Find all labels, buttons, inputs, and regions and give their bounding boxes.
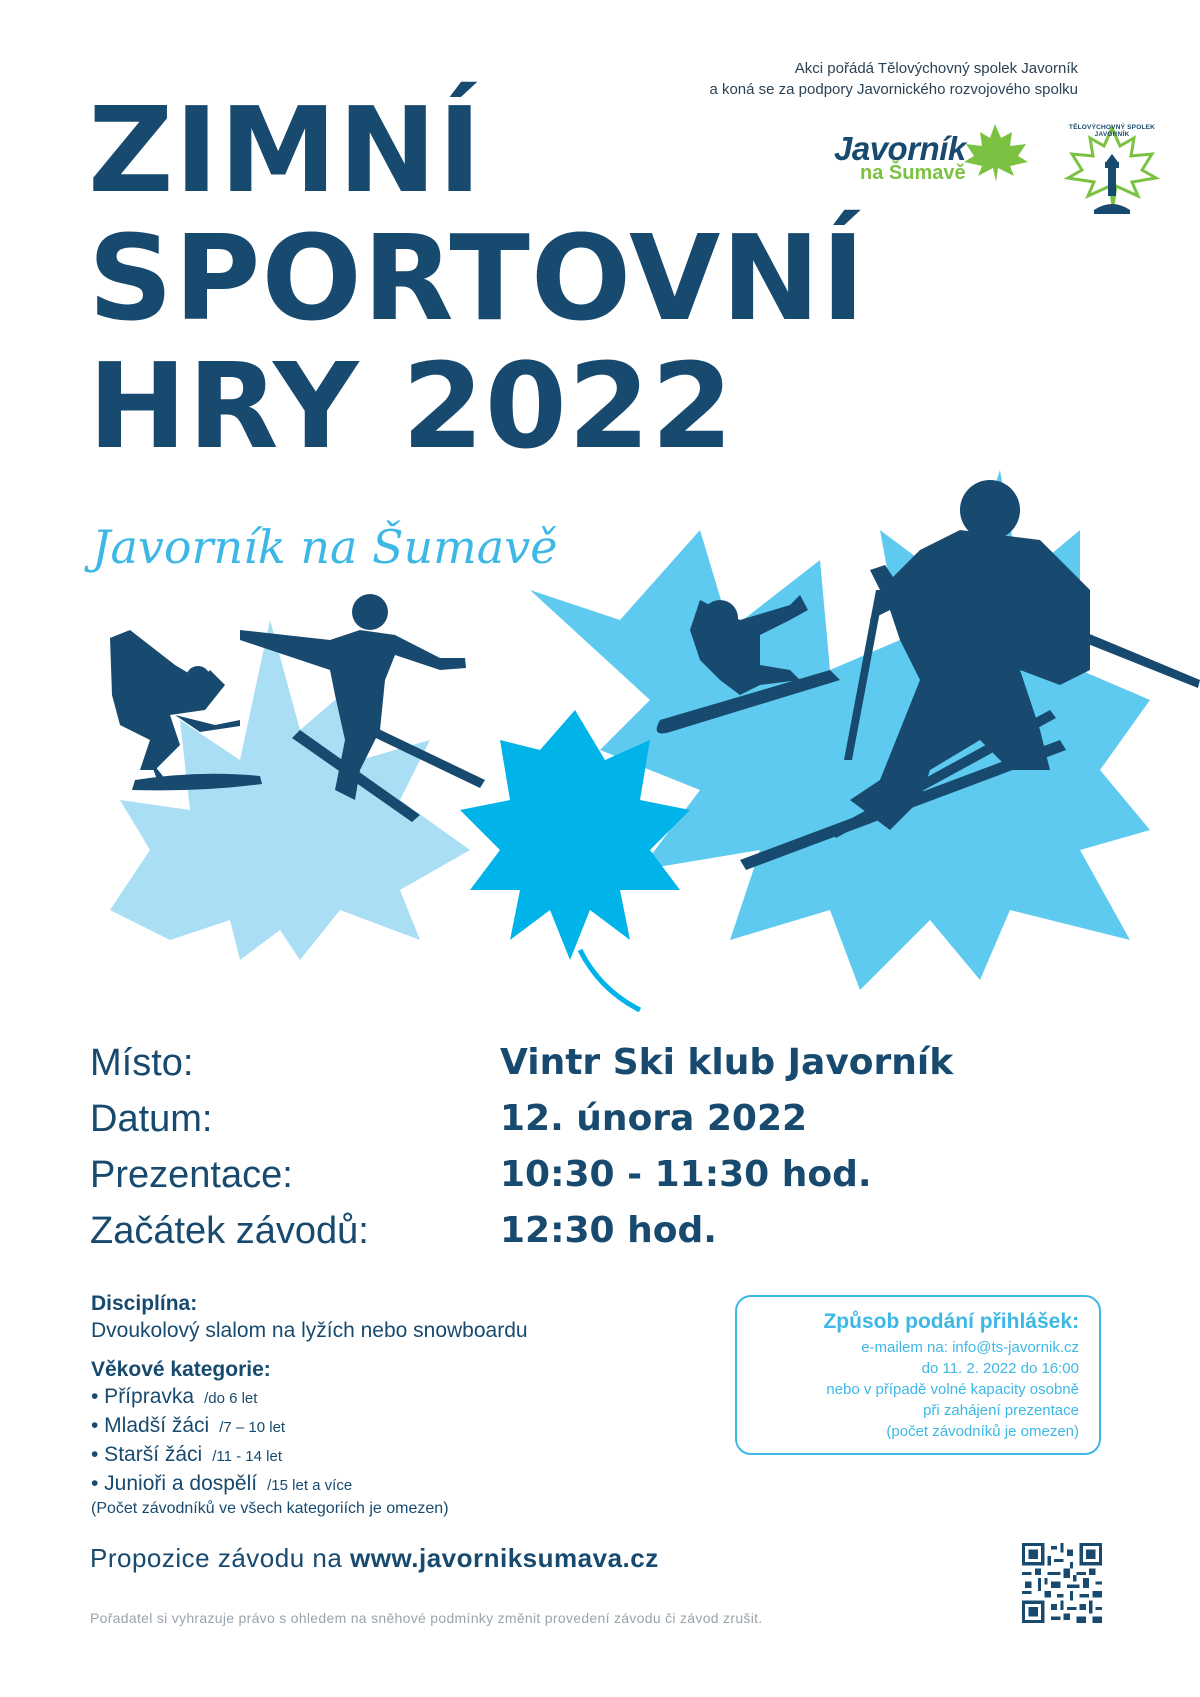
registration-line: do 11. 2. 2022 do 16:00	[921, 1360, 1079, 1377]
info-row-place	[90, 1035, 953, 1091]
race-details	[91, 1290, 528, 1519]
javornik-logo-sub: na Šumavě	[860, 162, 966, 184]
registration-box	[735, 1295, 1101, 1455]
registration-line: při zahájení prezentace	[923, 1402, 1079, 1419]
title-line-3: HRY 2022	[88, 337, 735, 475]
registration-line: nebo v případě volné kapacity osobně	[826, 1381, 1079, 1398]
info-value: Vintr Ski klub Javorník	[500, 1042, 954, 1083]
category-name: • Přípravka	[91, 1385, 195, 1408]
category-name: • Mladší žáci	[91, 1414, 210, 1437]
category-name: • Junioři a dospělí	[91, 1472, 258, 1495]
page-title	[88, 81, 866, 475]
list-item	[91, 1412, 528, 1441]
winter-sports-illustration	[0, 470, 1200, 1030]
info-row-registration	[90, 1147, 953, 1203]
category-age: /11 - 14 let	[212, 1448, 282, 1465]
javornik-leaf-logo-icon	[960, 122, 1030, 184]
qr-code-icon[interactable]	[1022, 1543, 1102, 1623]
registration-heading: Způsob podání přihlášek:	[823, 1310, 1079, 1333]
info-row-date	[90, 1091, 953, 1147]
list-item	[91, 1383, 528, 1412]
discipline-heading: Disciplína:	[91, 1292, 198, 1315]
categories-heading: Věkové kategorie:	[91, 1358, 271, 1381]
info-label: Místo:	[90, 1042, 194, 1084]
info-value: 12. února 2022	[500, 1098, 808, 1139]
discipline-text: Dvoukolový slalom na lyžích nebo snowboardu	[91, 1319, 528, 1342]
info-value: 10:30 - 11:30 hod.	[500, 1154, 872, 1195]
website-link[interactable]: www.javorniksumava.cz	[350, 1543, 659, 1573]
subtitle: Javorník na Šumavě	[92, 520, 558, 574]
info-label: Datum:	[90, 1098, 213, 1140]
organizer-line-1: Akci pořádá Tělovýchovný spolek Javorník	[794, 60, 1078, 77]
info-value: 12:30 hod.	[500, 1210, 717, 1251]
categories-list	[91, 1383, 528, 1499]
registration-line: e-mailem na: info@ts-javornik.cz	[861, 1339, 1079, 1356]
propozice-line	[90, 1543, 659, 1574]
category-age: /7 – 10 let	[219, 1419, 286, 1436]
title-line-2: SPORTOVNÍ	[88, 209, 866, 347]
category-name: • Starší žáci	[91, 1443, 203, 1466]
info-label: Začátek závodů:	[90, 1210, 369, 1252]
javornik-logo-name: Javorník	[834, 130, 966, 167]
organizer-line-2: a koná se za podpory Javornického rozvojového spolku	[709, 81, 1078, 98]
info-row-start	[90, 1203, 953, 1259]
title-line-1: ZIMNÍ	[88, 81, 483, 219]
seal-caption: TĚLOVÝCHOVNÝ SPOLEK JAVORNÍK	[1068, 124, 1156, 138]
propozice-prefix: Propozice závodu na	[90, 1543, 351, 1573]
category-age: /do 6 let	[204, 1390, 258, 1407]
category-age: /15 let a více	[267, 1477, 353, 1494]
list-item	[91, 1470, 528, 1499]
event-info	[90, 1035, 953, 1259]
info-label: Prezentace:	[90, 1154, 293, 1196]
footer-disclaimer: Pořadatel si vyhrazuje právo s ohledem na sněhové podmínky změnit provedení závodu či závod zrušit.	[90, 1610, 763, 1626]
categories-note: (Počet závodníků ve všech kategoriích je omezen)	[91, 1500, 449, 1517]
list-item	[91, 1441, 528, 1470]
registration-line: (počet závodníků je omezen)	[886, 1423, 1079, 1440]
